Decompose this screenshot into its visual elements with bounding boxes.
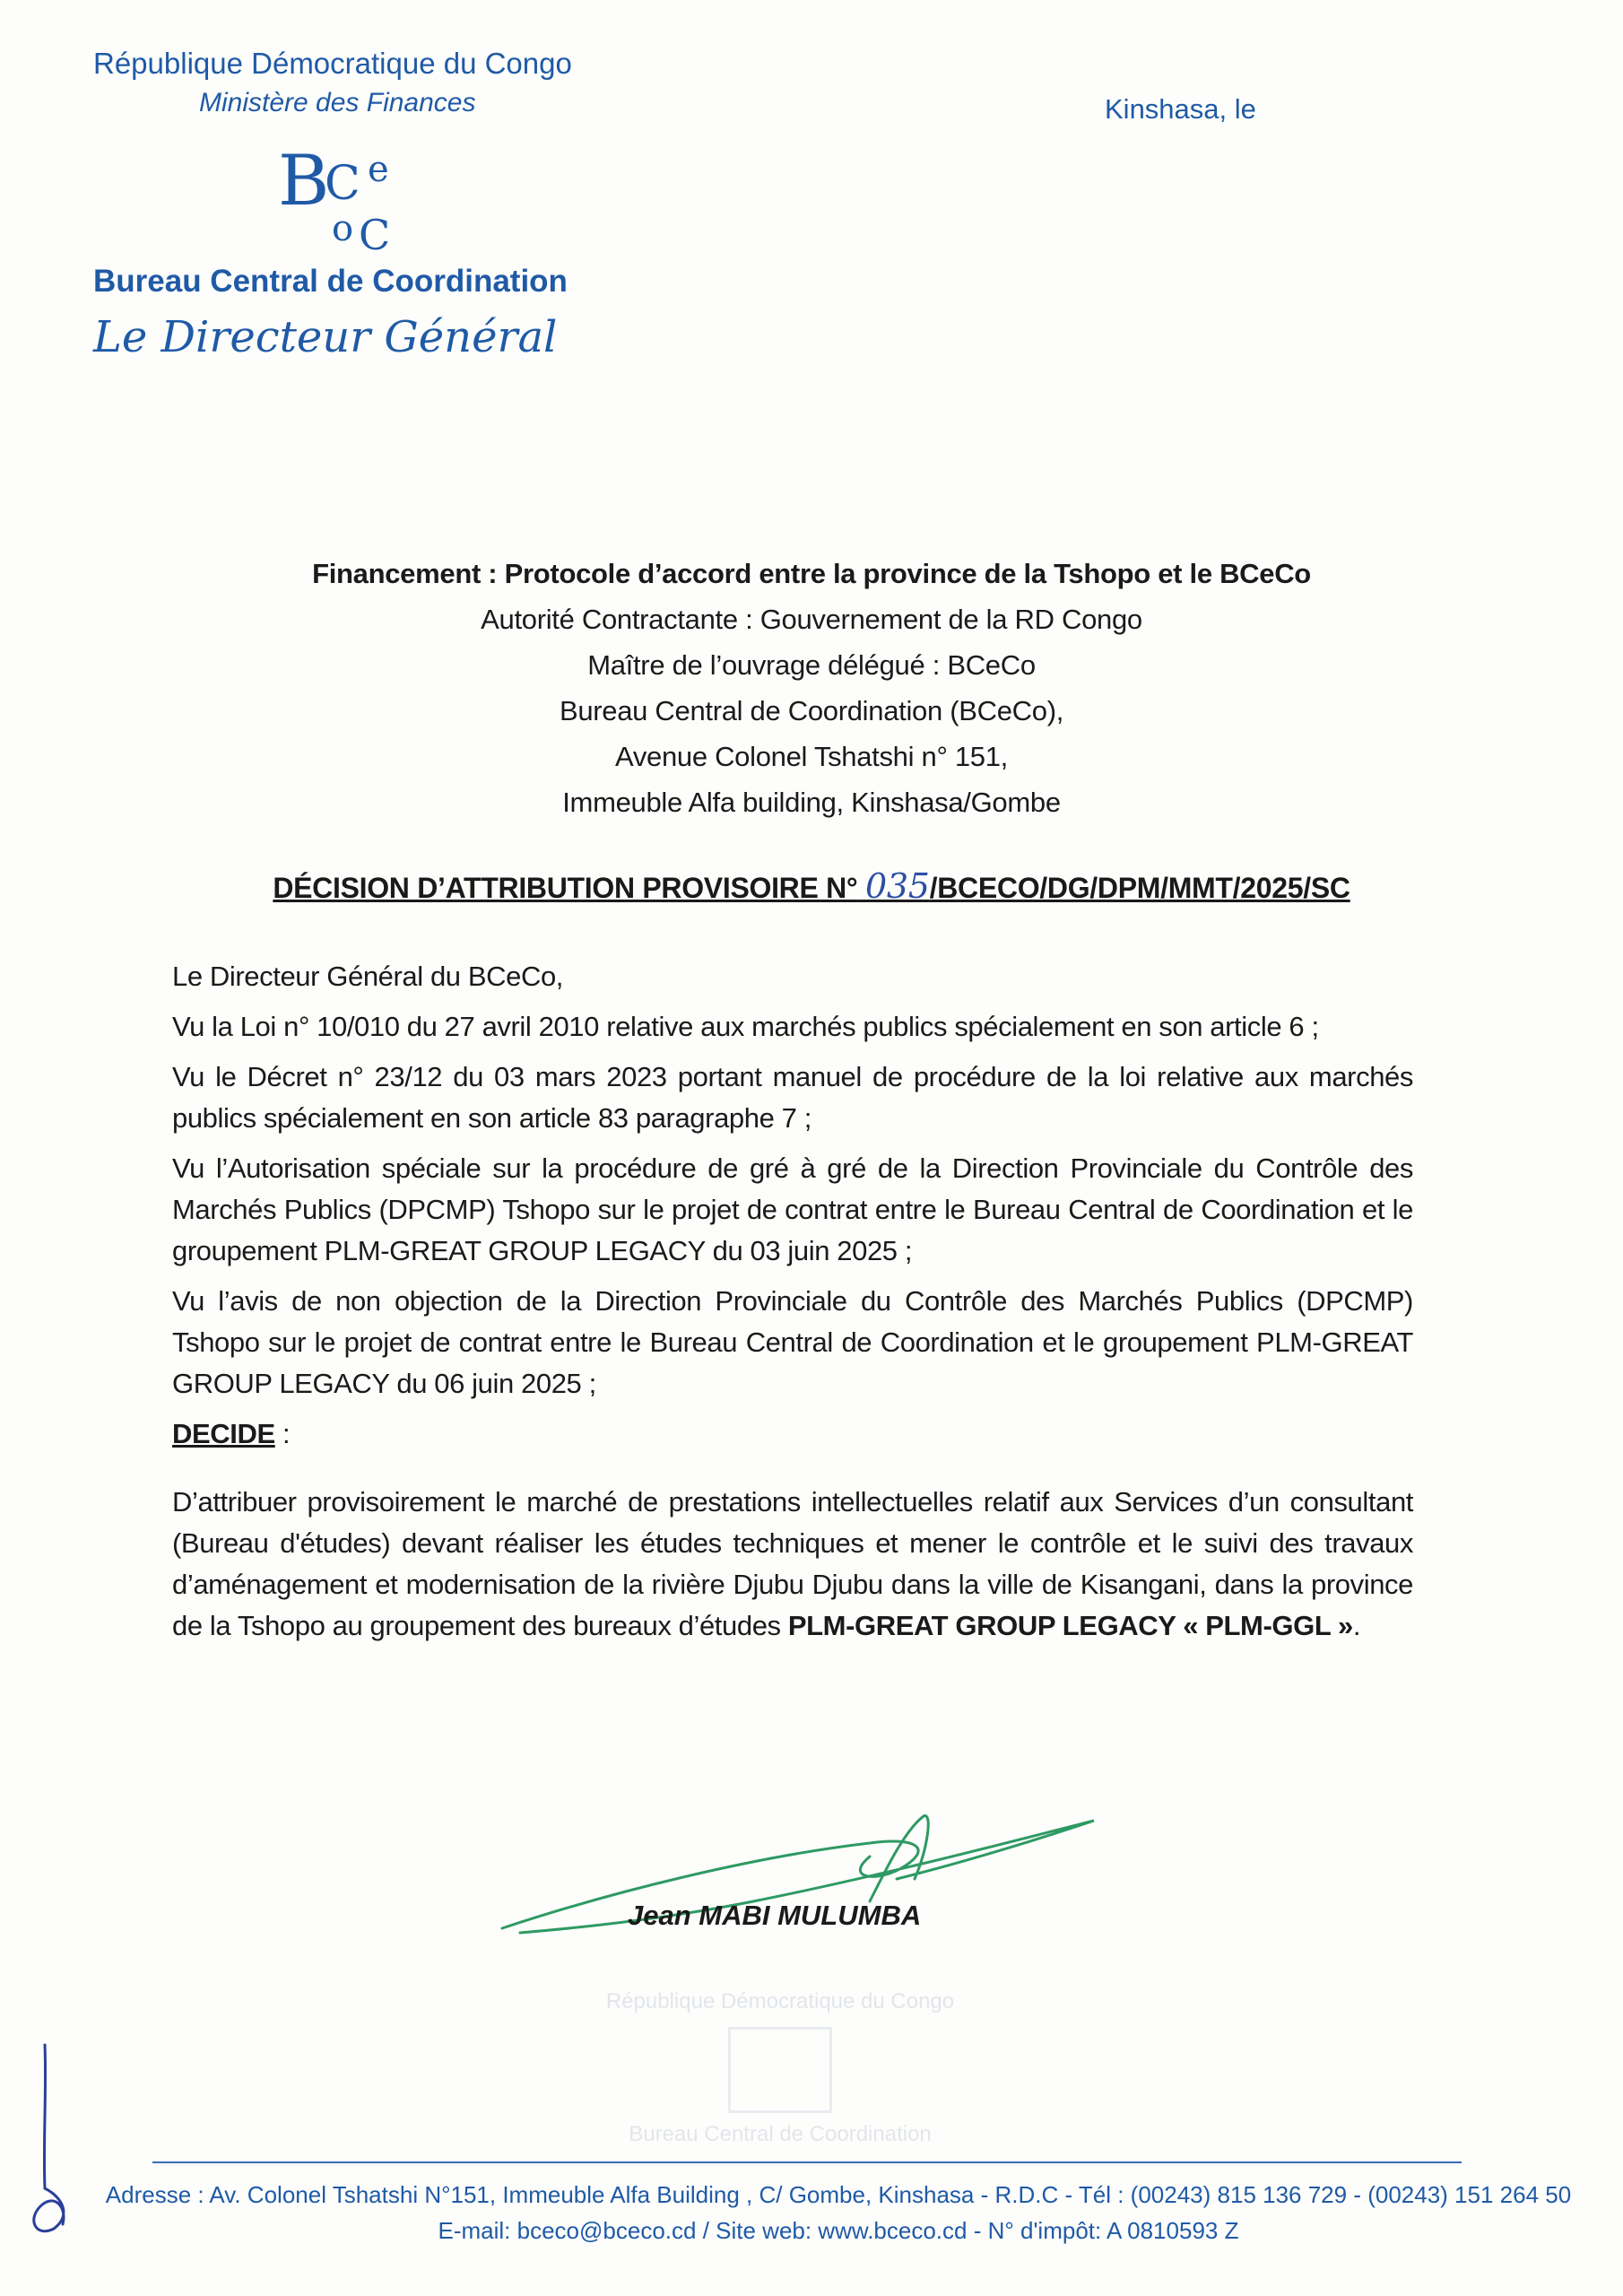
footer-divider <box>152 2161 1462 2163</box>
country-name: République Démocratique du Congo <box>93 47 572 80</box>
address-line-2: Immeuble Alfa building, Kinshasa/Gombe <box>562 787 1061 818</box>
svg-text:o: o <box>332 208 354 249</box>
footer-address: Adresse : Av. Colonel Tshatshi N°151, Immeuble Alfa Building , C/ Gombe, Kinshasa - R.D.C - Tél : (00243) 815 136 729 - (00243) 151 264 50 <box>105 2181 1572 2208</box>
stamp-logo <box>728 2027 832 2113</box>
decision-number: 035 <box>865 866 930 906</box>
stamp-line-2: Bureau Central de Coordination <box>629 2122 932 2146</box>
vu-loi: Vu la Loi n° 10/010 du 27 avril 2010 relative aux marchés publics spécialement en son article 6 ; <box>172 1011 1319 1042</box>
decision-title <box>0 866 1623 906</box>
decision-body <box>172 956 1413 1656</box>
stamp-line-1: République Démocratique du Congo <box>605 1989 955 2013</box>
svg-text:C: C <box>359 211 391 259</box>
project-info <box>0 551 1623 825</box>
signer-name: Jean MABI MULUMBA <box>628 1900 922 1931</box>
svg-text:C: C <box>325 157 360 211</box>
decide-heading <box>172 1413 1413 1455</box>
contracting-authority: Autorité Contractante : Gouvernement de la RD Congo <box>481 604 1142 635</box>
director-title: Le Directeur Général <box>93 312 558 362</box>
financing-label: Financement : <box>312 558 505 589</box>
svg-text:B: B <box>278 141 330 222</box>
intro-line: Le Directeur Général du BCeCo, <box>172 961 564 992</box>
svg-text:e: e <box>368 149 389 190</box>
financing-line <box>0 551 1623 596</box>
place-date: Kinshasa, le <box>1105 93 1256 125</box>
awardee-name: PLM-GREAT GROUP LEGACY « PLM-GGL » <box>787 1610 1353 1641</box>
footer-contact: E-mail: bceco@bceco.cd / Site web: www.bceco.cd - N° d'impôt: A 0810593 Z <box>438 2217 1239 2244</box>
delegated-owner: Maître de l’ouvrage délégué : BCeCo <box>587 649 1036 681</box>
vu-decret: Vu le Décret n° 23/12 du 03 mars 2023 portant manuel de procédure de la loi relative aux marchés publics spécialement en son article 83 paragraphe 7 ; <box>172 1061 1413 1134</box>
faded-stamp <box>574 1982 986 2152</box>
decision-title-prefix: DÉCISION D’ATTRIBUTION PROVISOIRE N° <box>273 872 858 904</box>
decision-end: . <box>1352 1610 1361 1641</box>
decision-title-suffix: /BCECO/DG/DPM/MMT/2025/SC <box>929 872 1350 904</box>
decision-text: D’attribuer provisoirement le marché de prestations intellectuelles relatif aux Services d’un consultant (Bureau d'études) devant réaliser les études techniques et mener le contrôle et le suivi des travaux d’aménagement et modernisation de la rivière Djubu Djubu dans la ville de Kisangani, dans la province de la Tshopo au groupement des bureaux d’études <box>172 1486 1413 1641</box>
address-line-1: Avenue Colonel Tshatshi n° 151, <box>615 741 1008 772</box>
decide-colon: : <box>274 1418 291 1449</box>
organization-title: Bureau Central de Coordination <box>93 264 568 299</box>
decide-label: DECIDE <box>172 1418 275 1449</box>
decision-paragraph <box>172 1482 1413 1647</box>
ministry-name: Ministère des Finances <box>199 88 476 117</box>
handwritten-initials <box>18 2036 81 2242</box>
bureau-name: Bureau Central de Coordination (BCeCo), <box>559 695 1064 726</box>
vu-avis: Vu l’avis de non objection de la Direction Provinciale du Contrôle des Marchés Publics (DPCMP) Tshopo sur le projet de contrat entre le Bureau Central de Coordination et le groupement PLM-GREAT GROUP LEGACY du 06 juin 2025 ; <box>172 1285 1413 1399</box>
financing-value: Protocole d’accord entre la province de la Tshopo et le BCeCo <box>504 558 1311 589</box>
vu-autorisation: Vu l’Autorisation spéciale sur la procédure de gré à gré de la Direction Provinciale du Contrôle des Marchés Publics (DPCMP) Tshopo sur le projet de contrat entre le Bureau Central de Coordination et le groupement PLM-GREAT GROUP LEGACY du 03 juin 2025 ; <box>172 1152 1413 1266</box>
bceco-logo <box>269 135 421 260</box>
